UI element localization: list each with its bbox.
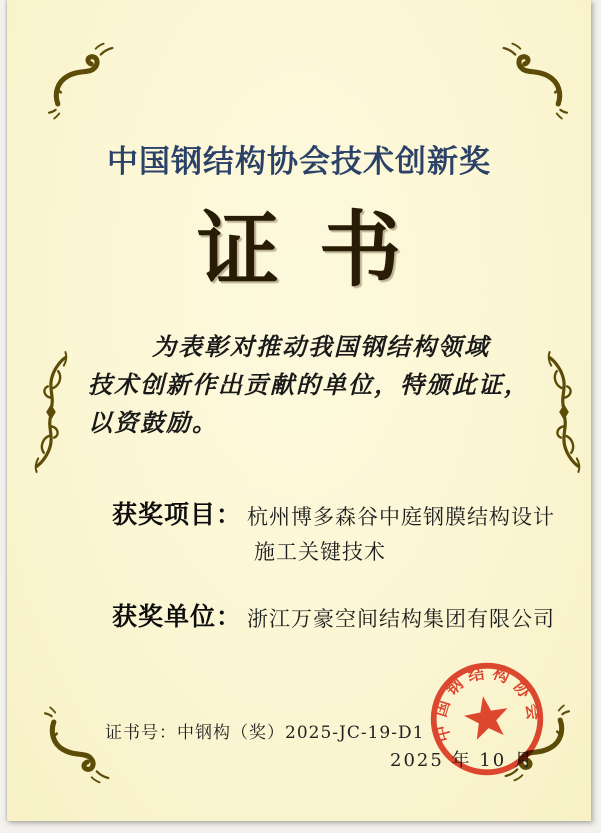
award-unit-row — [112, 600, 555, 637]
official-seal — [414, 646, 560, 792]
certificate-number-label: 证书号： — [105, 723, 177, 743]
seal-text: 中国钢结构协会 — [431, 663, 543, 744]
unit-value: 浙江万豪空间结构集团有限公司 — [247, 607, 556, 631]
corner-flourish-icon — [493, 40, 571, 120]
project-value-line: 杭州博多森谷中庭钢膜结构设计 — [247, 505, 556, 529]
citation-line: 为表彰对推动我国钢结构领域 — [152, 332, 490, 361]
citation-line: 技术创新作出贡献的单位，特颁此证， — [88, 370, 530, 399]
award-project-row — [112, 498, 555, 570]
certificate-title: 中国钢结构协会技术创新奖 — [107, 144, 491, 179]
project-value-line: 施工关键技术 — [254, 540, 387, 564]
project-label: 获奖项目： — [112, 501, 243, 529]
citation-line: 以资鼓励。 — [88, 408, 218, 437]
star-icon — [461, 692, 512, 741]
project-value — [247, 498, 555, 570]
certificate-number — [105, 718, 424, 743]
unit-label: 获奖单位： — [112, 603, 243, 631]
heading-text: 证书 — [196, 202, 441, 298]
side-flourish-icon — [28, 348, 74, 476]
certificate-number-value: 中钢构（奖）2025-JC-19-D1 — [177, 723, 425, 743]
side-flourish-icon — [541, 348, 587, 476]
issue-date: 2025 年 10 月 — [390, 750, 534, 771]
corner-flourish-icon — [45, 40, 123, 120]
citation-paragraph — [88, 328, 538, 442]
certificate-heading — [7, 202, 591, 298]
